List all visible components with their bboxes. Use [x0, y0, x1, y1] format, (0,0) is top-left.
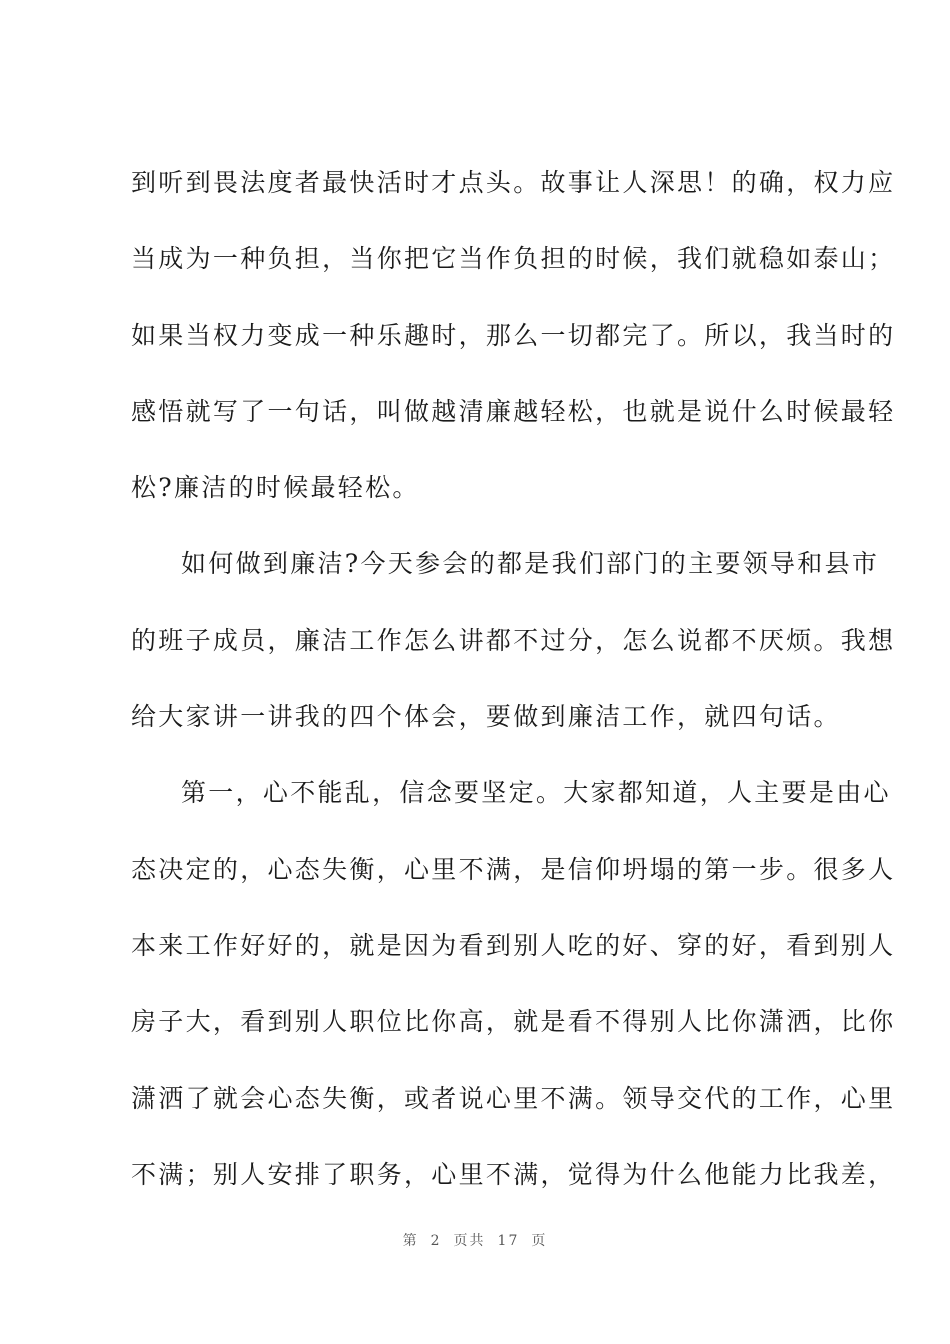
text-line: 不满；别人安排了职务，心里不满，觉得为什么他能力比我差， [131, 1159, 896, 1189]
footer-label-page: 第 [402, 1233, 419, 1249]
text-line: 感悟就写了一句话，叫做越清廉越轻松，也就是说什么时候最轻 [131, 396, 896, 426]
text-line: 房子大，看到别人职位比你高，就是看不得别人比你潇洒，比你 [131, 1007, 896, 1037]
text-line: 松?廉洁的时候最轻松。 [131, 473, 420, 503]
text-line: 如果当权力变成一种乐趣时，那么一切都完了。所以，我当时的 [131, 320, 896, 350]
text-line: 本来工作好好的，就是因为看到别人吃的好、穿的好，看到别人 [131, 930, 896, 960]
paragraph-start-line: 第一，心不能乱，信念要坚定。大家都知道，人主要是由心 [181, 778, 891, 808]
footer-current-page: 2 [430, 1233, 442, 1249]
paragraph-start-line: 如何做到廉洁?今天参会的都是我们部门的主要领导和县市 [181, 549, 880, 579]
footer-label-end: 页 [531, 1233, 548, 1249]
footer-label-of: 页共 [453, 1233, 486, 1249]
text-line: 到听到畏法度者最快活时才点头。故事让人深思！的确，权力应 [131, 168, 896, 197]
page-footer [0, 1230, 950, 1250]
document-body [131, 168, 896, 1238]
text-line: 给大家讲一讲我的四个体会，要做到廉洁工作，就四句话。 [131, 702, 841, 732]
text-line: 当成为一种负担，当你把它当作负担的时候，我们就稳如泰山； [131, 244, 896, 274]
text-line: 潇洒了就会心态失衡，或者说心里不满。领导交代的工作，心里 [131, 1083, 896, 1113]
text-line: 态决定的，心态失衡，心里不满，是信仰坍塌的第一步。很多人 [131, 854, 896, 884]
text-line: 的班子成员，廉洁工作怎么讲都不过分，怎么说都不厌烦。我想 [131, 625, 896, 655]
footer-total-pages: 17 [497, 1233, 520, 1249]
